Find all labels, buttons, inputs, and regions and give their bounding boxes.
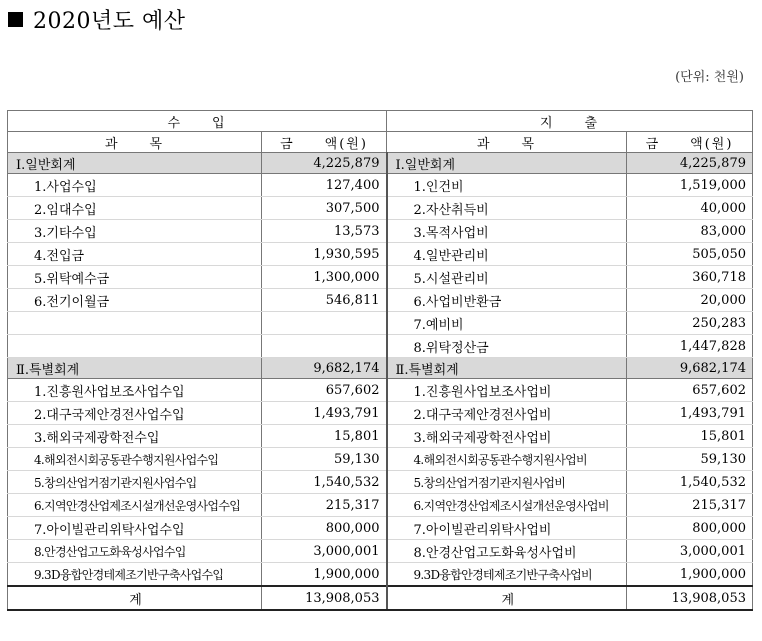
expense-item-name: 2.자산취득비 xyxy=(387,197,627,220)
income-total-amount: 13,908,053 xyxy=(262,586,387,610)
income-section-title: Ⅱ.특별회계 xyxy=(8,358,262,379)
income-item-name: 2.임대수입 xyxy=(8,197,262,220)
total-row xyxy=(8,586,753,610)
page-title xyxy=(8,4,186,34)
expense-item-name: 6.지역안경산업제조시설개선운영사업비 xyxy=(387,494,627,517)
expense-item-name: 1.인건비 xyxy=(387,174,627,197)
income-item-amount: 215,317 xyxy=(262,494,387,517)
expense-item-name: 2.대구국제안경전사업비 xyxy=(387,402,627,425)
expense-item-amount: 800,000 xyxy=(627,517,753,540)
expense-total-amount: 13,908,053 xyxy=(627,586,753,610)
income-section-total: 9,682,174 xyxy=(262,358,387,379)
budget-table xyxy=(7,110,753,611)
income-amount-col-header: 금 액(원) xyxy=(262,132,387,153)
section-row-general xyxy=(8,153,753,174)
expense-item-name: 7.예비비 xyxy=(387,312,627,335)
income-item-amount: 59,130 xyxy=(262,448,387,471)
expense-item-amount: 505,050 xyxy=(627,243,753,266)
expense-item-amount: 1,519,000 xyxy=(627,174,753,197)
income-total-label: 계 xyxy=(8,586,262,610)
expense-item-amount: 360,718 xyxy=(627,266,753,289)
expense-item-name: 8.안경산업고도화육성사업비 xyxy=(387,540,627,563)
table-row xyxy=(8,289,753,312)
income-item-name: 6.전기이월금 xyxy=(8,289,262,312)
table-row xyxy=(8,517,753,540)
expense-item-amount: 59,130 xyxy=(627,448,753,471)
income-item-name: 6.지역안경산업제조시설개선운영사업수입 xyxy=(8,494,262,517)
table-row xyxy=(8,379,753,402)
header-row-columns xyxy=(8,132,753,153)
income-header xyxy=(8,111,387,132)
table-row xyxy=(8,174,753,197)
expense-item-amount: 40,000 xyxy=(627,197,753,220)
unit-note: (단위: 천원) xyxy=(675,70,744,85)
income-item-name: 7.아이빌관리위탁사업수입 xyxy=(8,517,262,540)
income-item-amount xyxy=(262,335,387,358)
table-row xyxy=(8,448,753,471)
table-row xyxy=(8,540,753,563)
expense-item-amount: 1,447,828 xyxy=(627,335,753,358)
expense-item-amount: 1,900,000 xyxy=(627,563,753,587)
expense-item-name: 4.일반관리비 xyxy=(387,243,627,266)
table-row xyxy=(8,335,753,358)
expense-section-total: 4,225,879 xyxy=(627,153,753,174)
table-row xyxy=(8,312,753,335)
expense-item-name: 5.창의산업거점기관지원사업비 xyxy=(387,471,627,494)
expense-item-amount: 15,801 xyxy=(627,425,753,448)
expense-item-name: 5.시설관리비 xyxy=(387,266,627,289)
table-row xyxy=(8,243,753,266)
expense-item-amount: 3,000,001 xyxy=(627,540,753,563)
income-item-name: 4.해외전시회공동관수행지원사업수입 xyxy=(8,448,262,471)
income-item-amount: 1,900,000 xyxy=(262,563,387,587)
income-item-amount: 800,000 xyxy=(262,517,387,540)
income-item-amount: 307,500 xyxy=(262,197,387,220)
income-item-name: 2.대구국제안경전사업수입 xyxy=(8,402,262,425)
table-row xyxy=(8,220,753,243)
income-item-amount: 1,300,000 xyxy=(262,266,387,289)
income-item-amount: 1,540,532 xyxy=(262,471,387,494)
income-item-amount: 1,930,595 xyxy=(262,243,387,266)
table-row xyxy=(8,563,753,587)
expense-item-amount: 20,000 xyxy=(627,289,753,312)
table-row xyxy=(8,494,753,517)
expense-header xyxy=(387,111,753,132)
income-item-name: 3.해외국제광학전수입 xyxy=(8,425,262,448)
expense-item-name: 6.사업비반환금 xyxy=(387,289,627,312)
expense-section-total: 9,682,174 xyxy=(627,358,753,379)
page-title-text: 2020년도 예산 xyxy=(33,8,186,34)
income-item-amount xyxy=(262,312,387,335)
expense-item-name: 8.위탁정산금 xyxy=(387,335,627,358)
expense-item-amount: 215,317 xyxy=(627,494,753,517)
table-row xyxy=(8,402,753,425)
table-row xyxy=(8,266,753,289)
expense-item-amount: 1,493,791 xyxy=(627,402,753,425)
expense-total-label: 계 xyxy=(387,586,627,610)
expense-item-name: 3.해외국제광학전사업비 xyxy=(387,425,627,448)
income-item-name xyxy=(8,335,262,358)
expense-item-name: 4.해외전시회공동관수행지원사업비 xyxy=(387,448,627,471)
income-item-name: 5.위탁예수금 xyxy=(8,266,262,289)
expense-item-amount: 657,602 xyxy=(627,379,753,402)
income-section-total: 4,225,879 xyxy=(262,153,387,174)
section-row-special xyxy=(8,358,753,379)
income-item-name: 5.창의산업거점기관지원사업수입 xyxy=(8,471,262,494)
income-item-amount: 657,602 xyxy=(262,379,387,402)
income-section-title: Ⅰ.일반회계 xyxy=(8,153,262,174)
expense-item-name: 9.3D융합안경테제조기반구축사업비 xyxy=(387,563,627,587)
table-row xyxy=(8,197,753,220)
income-item-name: 9.3D융합안경테제조기반구축사업수입 xyxy=(8,563,262,587)
income-item-col-header: 과 목 xyxy=(8,132,262,153)
expense-amount-col-header: 금 액(원) xyxy=(627,132,753,153)
income-item-name: 4.전입금 xyxy=(8,243,262,266)
income-item-amount: 546,811 xyxy=(262,289,387,312)
income-item-name: 1.진흥원사업보조사업수입 xyxy=(8,379,262,402)
expense-section-title: Ⅱ.특별회계 xyxy=(387,358,627,379)
expense-item-name: 7.아이빌관리위탁사업비 xyxy=(387,517,627,540)
income-item-amount: 3,000,001 xyxy=(262,540,387,563)
income-item-amount: 13,573 xyxy=(262,220,387,243)
income-item-amount: 15,801 xyxy=(262,425,387,448)
expense-item-amount: 83,000 xyxy=(627,220,753,243)
income-item-name: 3.기타수입 xyxy=(8,220,262,243)
income-item-amount: 1,493,791 xyxy=(262,402,387,425)
header-row-sections xyxy=(8,111,753,132)
expense-item-name: 3.목적사업비 xyxy=(387,220,627,243)
expense-header-label: 지 출 xyxy=(539,115,600,131)
income-header-label: 수 입 xyxy=(167,115,227,131)
table-row xyxy=(8,471,753,494)
expense-item-amount: 1,540,532 xyxy=(627,471,753,494)
table-row xyxy=(8,425,753,448)
income-item-name: 8.안경산업고도화육성사업수입 xyxy=(8,540,262,563)
square-bullet-icon xyxy=(8,12,23,27)
income-item-amount: 127,400 xyxy=(262,174,387,197)
expense-item-col-header: 과 목 xyxy=(387,132,627,153)
income-item-name: 1.사업수입 xyxy=(8,174,262,197)
expense-item-name: 1.진흥원사업보조사업비 xyxy=(387,379,627,402)
income-item-name xyxy=(8,312,262,335)
expense-section-title: Ⅰ.일반회계 xyxy=(387,153,627,174)
expense-item-amount: 250,283 xyxy=(627,312,753,335)
